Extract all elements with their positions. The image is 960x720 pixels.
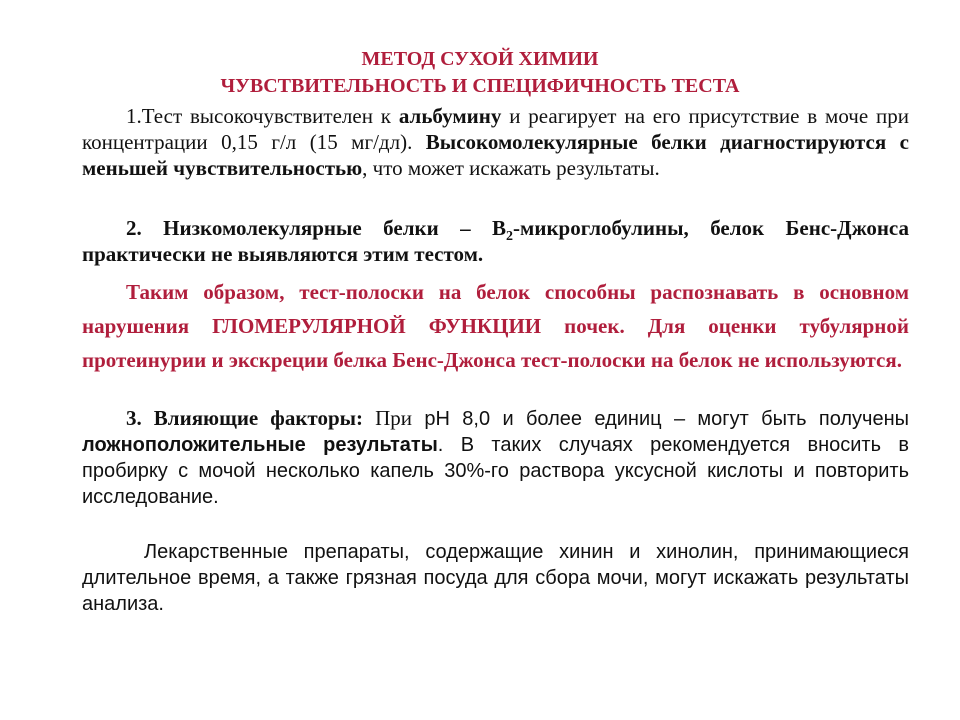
p2-text-b: -микроглобулины, белок Бенс-Джонса практически не выявляются этим тестом.: [82, 216, 909, 266]
p1-text-a: 1.Тест высокочувствителен к: [126, 104, 399, 128]
paragraph-factors: [82, 405, 909, 510]
p1-text-c: и реагирует на его присутствие в моче при концентрации 0,15 г/л (15 мг/дл).: [82, 104, 909, 154]
p4-text-b: При: [363, 406, 413, 430]
paragraph-drugs: [82, 539, 909, 617]
p1-albumin: альбумину: [398, 104, 502, 128]
p5-text: Лекарственные препараты, содержащие хинин и хинолин, принимающиеся длительное время, а также грязная посуда для сбора мочи, могут искажать результаты анализа.: [82, 541, 909, 615]
p4-false-positive: ложноположительные результаты: [82, 434, 438, 456]
p4-text-e: . В таких случаях рекомендуется вносить в пробирку с мочой несколько капель 30%-го раствора уксусной кислоты и повторить исследование.: [82, 434, 909, 508]
slide-subtitle: ЧУВСТВИТЕЛЬНОСТЬ И СПЕЦИФИЧНОСТЬ ТЕСТА: [220, 75, 740, 97]
p3-text: Таким образом, тест-полоски на белок способны распознавать в основном нарушения ГЛОМЕРУЛЯРНОЙ ФУНКЦИИ почек. Для оценки тубулярной протеинурии и экскреции белка Бенс-Джонса тест-полоски на белок не используются.: [82, 280, 909, 372]
p4-text-c: рН 8,0 и более единиц – могут быть получены: [412, 408, 910, 430]
paragraph-low-molecular: [82, 215, 909, 267]
slide-title: МЕТОД СУХОЙ ХИМИИ: [361, 48, 599, 70]
p2-subscript: 2: [506, 229, 514, 245]
p4-heading: 3. Влияющие факторы:: [126, 406, 364, 430]
paragraph-sensitivity: [82, 103, 909, 181]
p1-text-e: , что может искажать результаты.: [362, 156, 660, 180]
paragraph-conclusion: [82, 275, 909, 377]
p1-high-molecular: Высокомолекулярные белки диагностируются с меньшей чувствительностью: [82, 130, 909, 180]
p2-text-a: 2. Низкомолекулярные белки – В: [126, 216, 507, 240]
